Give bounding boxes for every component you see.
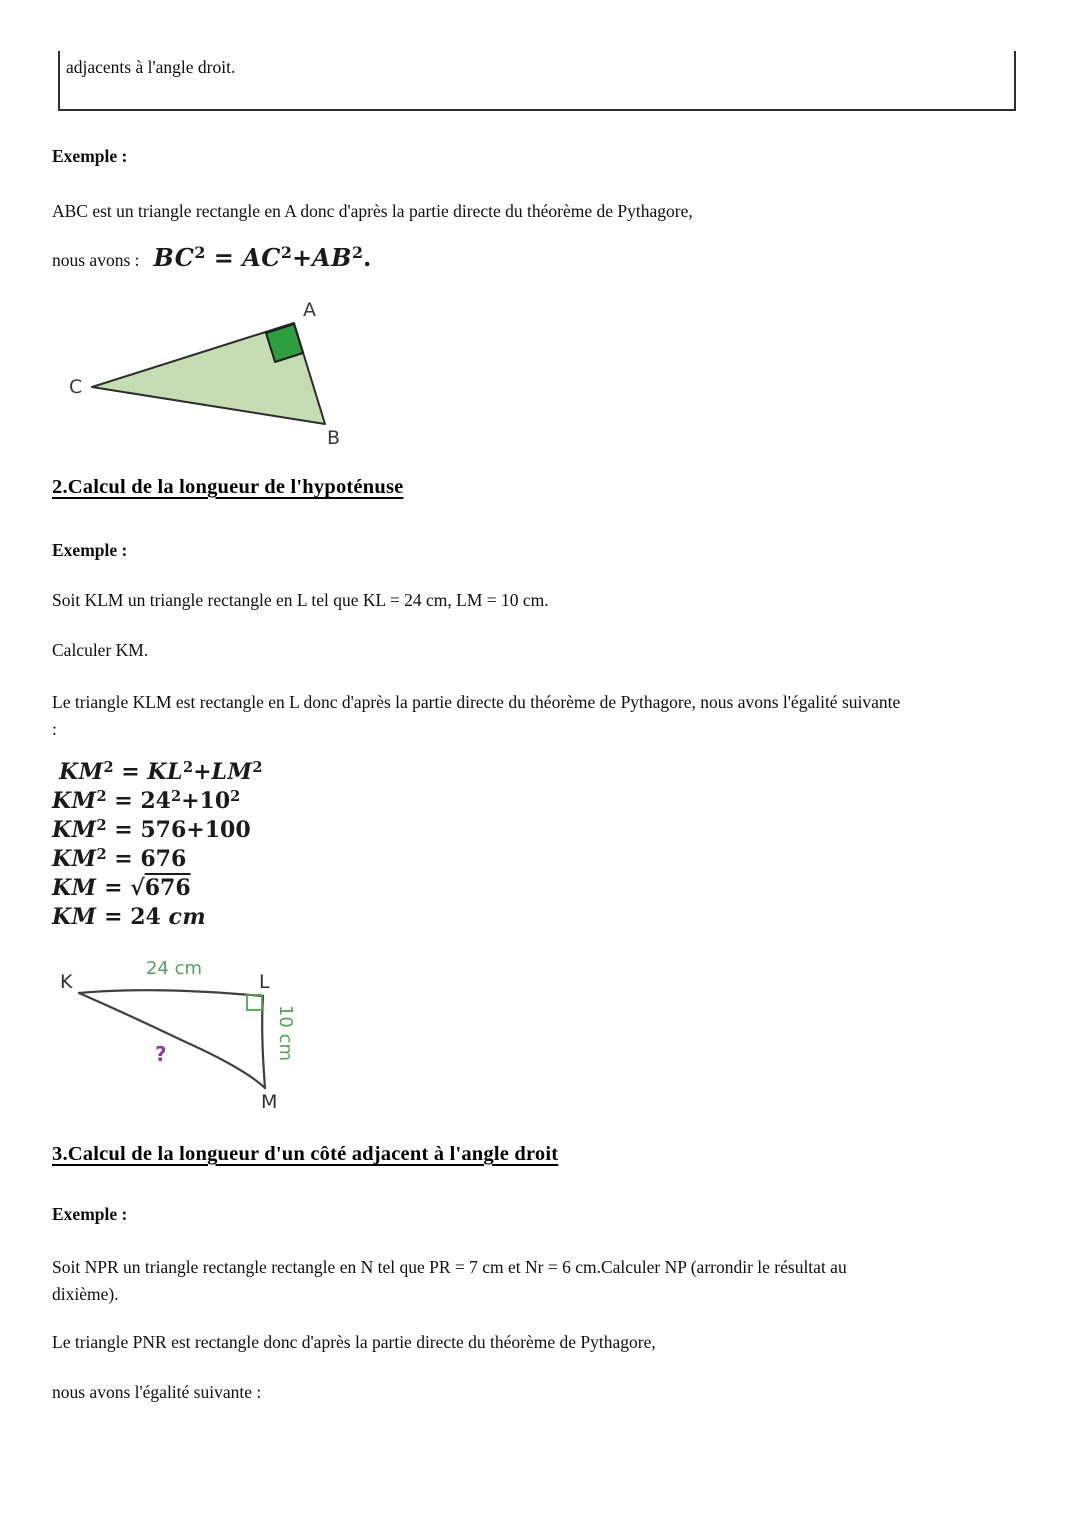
s2-task: Calculer KM. <box>52 640 149 660</box>
example-label-1: Exemple : <box>52 146 128 166</box>
s3-given-line-1: Soit NPR un triangle rectangle rectangle en N tel que PR = 7 cm et Nr = 6 cm.Calculer NP (arrondir le résultat au <box>52 1257 847 1277</box>
km-solution-steps <box>52 758 262 932</box>
vertex-c-label: C <box>69 376 83 398</box>
section3-heading: 3.Calcul de la longueur d'un côté adjacent à l'angle droit <box>52 1143 559 1165</box>
vertex-l-label: L <box>259 971 270 993</box>
solution-step: $KM^2 = 24^2+10^2$ <box>52 787 241 814</box>
solution-step: KM = 24 cm <box>52 904 207 930</box>
s2-reasoning-line-2: : <box>52 719 57 739</box>
s2-given: Soit KLM un triangle rectangle en L tel que KL = 24 cm, LM = 10 cm. <box>52 590 549 610</box>
right-angle-mark-l <box>247 995 262 1010</box>
example-label-2: Exemple : <box>52 540 128 560</box>
side-km-line <box>79 993 265 1088</box>
s1-intro: ABC est un triangle rectangle en A donc d'après la partie directe du théorème de Pythagore, <box>52 201 693 221</box>
vertex-m-label: M <box>261 1091 278 1113</box>
solution-step: KM = √676 <box>52 875 191 901</box>
s3-reasoning: Le triangle PNR est rectangle donc d'après la partie directe du théorème de Pythagore, <box>52 1332 656 1352</box>
vertex-k-label: K <box>60 971 73 993</box>
s2-reasoning <box>52 689 1042 743</box>
side-kl-line <box>79 990 263 996</box>
s3-given <box>52 1254 1042 1308</box>
solution-step: $KM^2 = 676$ <box>52 845 187 872</box>
triangle-klm-diagram <box>55 952 305 1114</box>
example-label-3: Exemple : <box>52 1204 128 1224</box>
s3-given-line-2: dixième). <box>52 1284 119 1304</box>
side-lm-measure: 10 cm <box>275 1004 296 1062</box>
vertex-b-label: B <box>327 427 341 449</box>
s2-reasoning-line-1: Le triangle KLM est rectangle en L donc d'après la partie directe du théorème de Pythagore, nous avons l'égalité suivante <box>52 692 901 712</box>
s1-formula-prefix: nous avons : <box>52 250 140 270</box>
vertex-a-label: A <box>303 299 316 321</box>
side-kl-measure: 24 cm <box>145 958 203 979</box>
section2-heading: 2.Calcul de la longueur de l'hypoténuse <box>52 476 404 498</box>
s3-followup: nous avons l'égalité suivante : <box>52 1382 262 1402</box>
solution-step: $KM^2 = 576+100$ <box>52 816 251 843</box>
s1-formula-line <box>52 244 371 274</box>
triangle-abc-diagram <box>55 293 355 458</box>
definition-box <box>58 51 1016 111</box>
definition-box-text: adjacents à l'angle droit. <box>66 57 236 77</box>
solution-step: $KM^2 = KL^2+LM^2$ <box>59 758 263 785</box>
unknown-side-mark: ? <box>155 1042 167 1066</box>
pythagore-formula: $BC^2 = AC^2+AB^2$. <box>153 243 372 272</box>
